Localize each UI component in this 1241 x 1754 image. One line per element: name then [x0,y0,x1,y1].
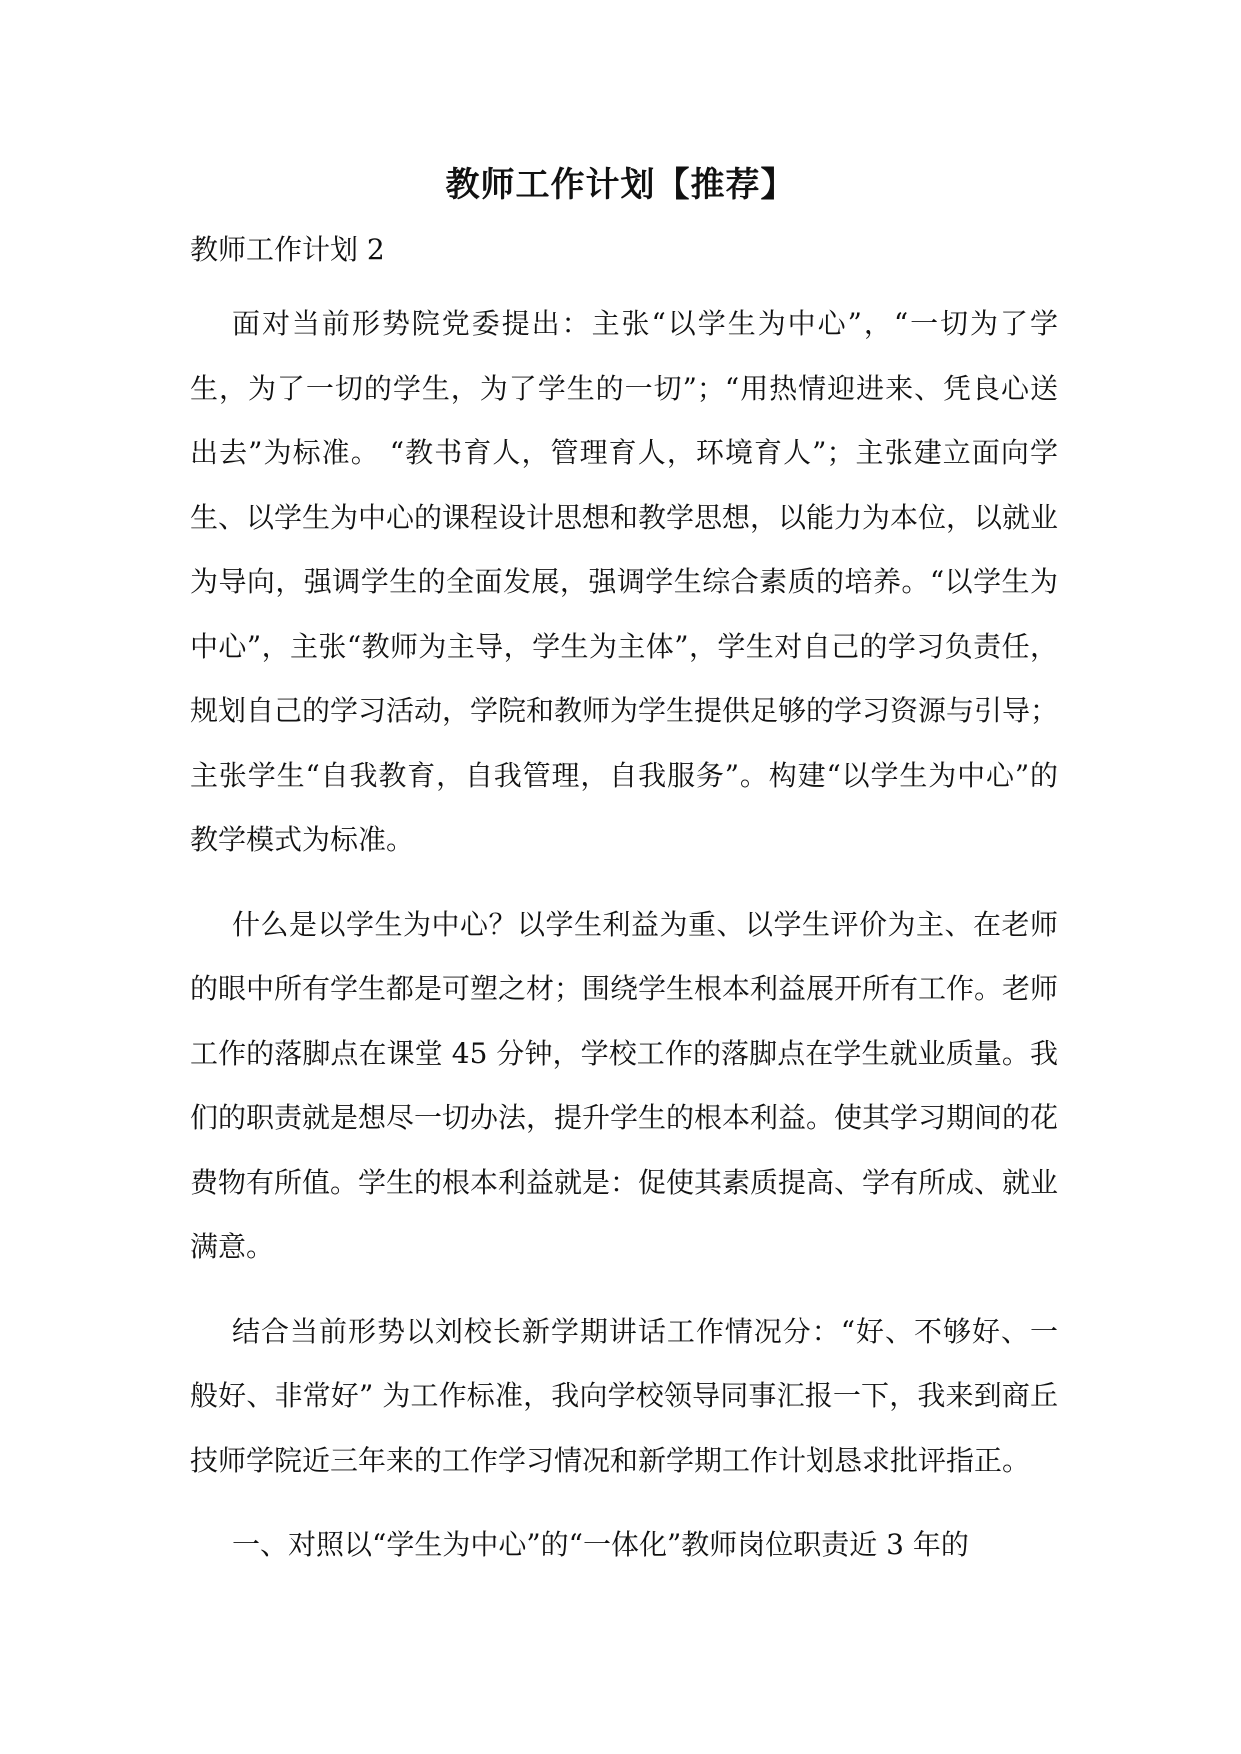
document-subtitle: 教师工作计划 2 [190,233,385,266]
paragraph: 什么是以学生为中心？以学生利益为重、以学生评价为主、在老师的眼中所有学生都是可塑之材；围绕学生根本利益展开所有工作。老师工作的落脚点在课堂 45 分钟，学校工作的落脚点在学生就业质量。我们的职责就是想尽一切办法，提升学生的根本利益。使其学习期间的花费物有所值。学生的根本利益就是：促使其素质提高、学有所成、就业满意。 [190,907,1059,1263]
document-body [190,292,1058,1598]
paragraph: 一、对照以“学生为中心”的“一体化”教师岗位职责近 3 年的 [232,1528,969,1561]
paragraph: 结合当前形势以刘校长新学期讲话工作情况分：“好、不够好、一般好、非常好” 为工作标准，我向学校领导同事汇报一下，我来到商丘技师学院近三年来的工作学习情况和新学期工作计划恳求批评指正。 [190,1314,1058,1477]
document-title: 教师工作计划【推荐】 [445,165,796,205]
paragraph: 面对当前形势院党委提出：主张“以学生为中心”，“一切为了学生，为了一切的学生，为了学生的一切”；“用热情迎进来、凭良心送出去”为标准。 “教书育人，管理育人，环境育人”；主张建立面向学生、以学生为中心的课程设计思想和教学思想，以能力为本位，以就业为导向，强调学生的全面发展，强调学生综合素质的培养。“以学生为中心”，主张“教师为主导，学生为主体”，学生对自己的学习负责任，规划自己的学习活动，学院和教师为学生提供足够的学习资源与引导；主张学生“自我教育，自我管理，自我服务”。构建“以学生为中心”的教学模式为标准。 [190,307,1059,856]
